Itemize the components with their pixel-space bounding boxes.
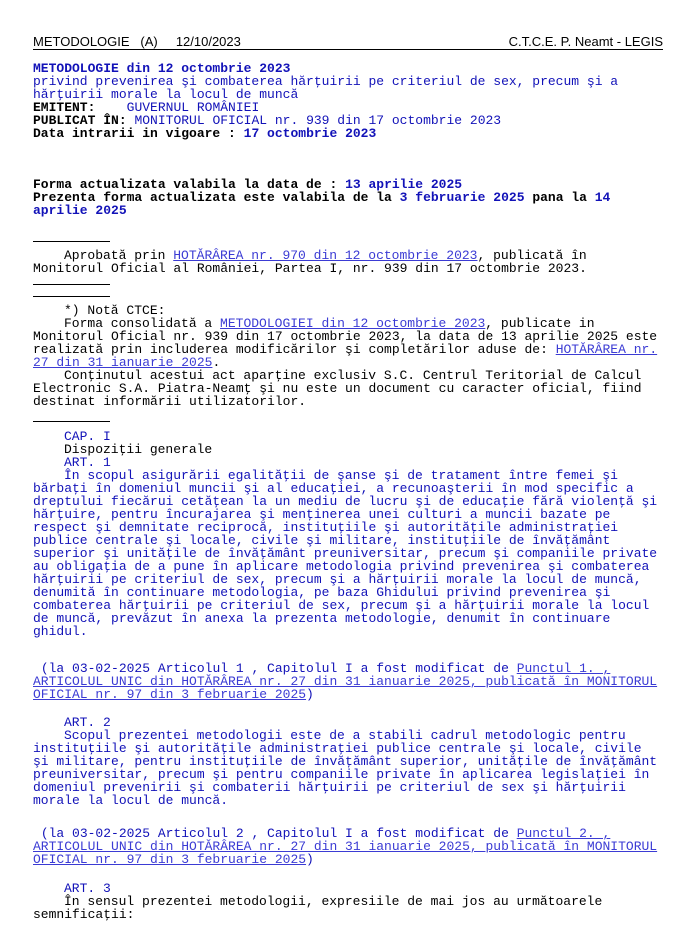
article-2 [33,716,663,807]
header-source: C.T.C.E. P. Neamt - LEGIS [508,34,663,49]
nota-p1-mid: , publicate in Monitorul Oficial nr. 939 din 17 octombrie 2023, la data de 13 aprilie 2025 este realizată prin includerea modificărilor şi completărilor aduse de: [33,316,658,357]
forma-l2-text: Prezenta forma actualizata este valabila de la [33,190,392,205]
header-doc-type: METODOLOGIE [33,34,130,49]
emitent-value: GUVERNUL ROMÂNIEI [126,100,260,115]
article-1-text: În scopul asigurării egalităţii de şanse şi de tratament între femei şi bărbaţi în domeniul muncii şi al educaţiei, a recunoaşterii în mod specific a dreptului fiecărui cetăţean la un mediu de lucru şi de educaţie fără violenţă şi hărţuire, pentru încurajarea şi menţinerea unei culturi a muncii bazate pe respect şi demnitate reciprocă, instituţiile şi autorităţile administraţiei publice centrale şi locale, civile şi militare, instituţiile de învăţământ superior şi unităţile de învăţământ preuniversitar, precum şi companiile private au obligaţia de a pune în aplicare metodologia privind prevenirea şi combaterea hărţuirii pe criteriul de sex, precum şi a hărţuirii morale la locul de muncă, denumită în continuare metodologia, pe baza Ghidului privind prevenirea şi combaterea hărţuirii pe criteriul de sex, precum şi a hărţuirii morale la locul de muncă, prevăzut în anexa la prezenta metodologie, denumit în continuare ghidul. [33,468,658,639]
forma-actualizata [33,178,663,217]
article-3 [33,882,663,921]
aprobata-pre: Aprobată prin [64,248,166,263]
document-page [33,0,663,929]
forma-l2-mid: pana la [532,190,587,205]
act-subtitle: privind prevenirea şi combaterea hărţuirii pe criteriul de sex, precum şi a hărţuirii morale la locul de muncă [33,74,619,102]
aprobata-post: , publicată în Monitorul Oficial al României, Partea I, nr. 939 din 17 octombrie 2023. [33,248,587,276]
nota-p1-pre: Forma consolidată a [64,316,213,331]
nota-paragraph-2: Conţinutul acestui act aparţine exclusiv S.C. Centrul Teritorial de Calcul Electronic S.A. Piatra-Neamţ şi nu este un document cu caracter oficial, fiind destinat informării utilizatorilor. [33,368,642,409]
art1-mod-pre: (la 03-02-2025 Articolul 1 , Capitolul I a fost modificat de [40,661,509,676]
nota-title: *) Notă CTCE: [64,303,166,318]
publicat-label: PUBLICAT ÎN: [33,113,127,128]
chapter-name: Dispoziţii generale [64,442,213,457]
chapter-label: CAP. I [64,429,111,444]
nota-paragraph-1 [33,317,663,369]
intrare-value: 17 octombrie 2023 [243,126,377,141]
forma-l2-to: 14 aprilie 2025 [33,190,611,218]
article-1-modification-note [33,662,663,701]
art2-mod-pre: (la 03-02-2025 Articolul 2 , Capitolul I a fost modificat de [40,826,509,841]
emitent-label: EMITENT: [33,100,96,115]
forma-line-2 [33,191,663,217]
article-1-label: ART. 1 [64,455,111,470]
art1-mod-end: ) [306,687,314,702]
separator [33,296,110,297]
aprobata-paragraph [33,249,663,275]
intrare-label: Data intrarii in vigoare : [33,126,236,141]
act-metadata [33,62,663,140]
article-3-label: ART. 3 [64,881,111,896]
header-date: 12/10/2023 [175,34,241,49]
article-3-text: În sensul prezentei metodologii, expresiile de mai jos au următoarele semnificaţii: [33,894,603,922]
act-title: METODOLOGIE din 12 octombrie 2023 [33,61,291,76]
nota-link-hotarare[interactable]: HOTĂRÂREA nr. 27 din 31 ianuarie 2025 [33,342,658,370]
forma-l1-label: Forma actualizata valabila la data de : [33,177,338,192]
nota-link-metodologie[interactable]: METODOLOGIEI din 12 octombrie 2023 [220,316,486,331]
article-2-modification-note [33,827,663,866]
art2-mod-end: ) [306,852,314,867]
intrare-line [33,127,663,140]
separator [33,241,110,242]
forma-l2-from: 3 februarie 2025 [399,190,525,205]
publicat-value: MONITORUL OFICIAL nr. 939 din 17 octombrie 2023 [134,113,502,128]
art2-mod-link[interactable]: Punctul 2. , ARTICOLUL UNIC din HOTĂRÂREA nr. 27 din 31 ianuarie 2025, publicată în MONITORUL OFICIAL nr. 97 din 3 februarie 2025 [33,826,658,867]
header-rule [33,49,663,50]
chapter-1 [33,430,663,638]
separator [33,284,110,285]
article-2-text: Scopul prezentei metodologii este de a stabili cadrul metodologic pentru instituţiile şi autorităţile administraţiei publice centrale şi locale, civile şi militare, pentru instituţiile de învăţământ superior, unităţile de învăţământ preuniversitar, precum şi pentru companiile private în aplicarea legislaţiei în domeniul prevenirii şi combaterii hărţuirii pe criteriul de sex şi hărţuirii morale la locul de muncă. [33,728,658,808]
header-left [33,34,241,49]
page-header [33,34,663,50]
aprobata-link[interactable]: HOTĂRÂREA nr. 970 din 12 octombrie 2023 [173,248,478,263]
nota-p1-end: . [212,355,221,370]
art1-mod-link[interactable]: Punctul 1. , ARTICOLUL UNIC din HOTĂRÂREA nr. 27 din 31 ianuarie 2025, publicată în MONITORUL OFICIAL nr. 97 din 3 februarie 2025 [33,661,658,702]
nota-ctce [33,304,663,408]
article-2-label: ART. 2 [64,715,111,730]
separator [33,421,110,422]
header-variant: (A) [140,34,158,49]
forma-l1-value: 13 aprilie 2025 [345,177,463,192]
